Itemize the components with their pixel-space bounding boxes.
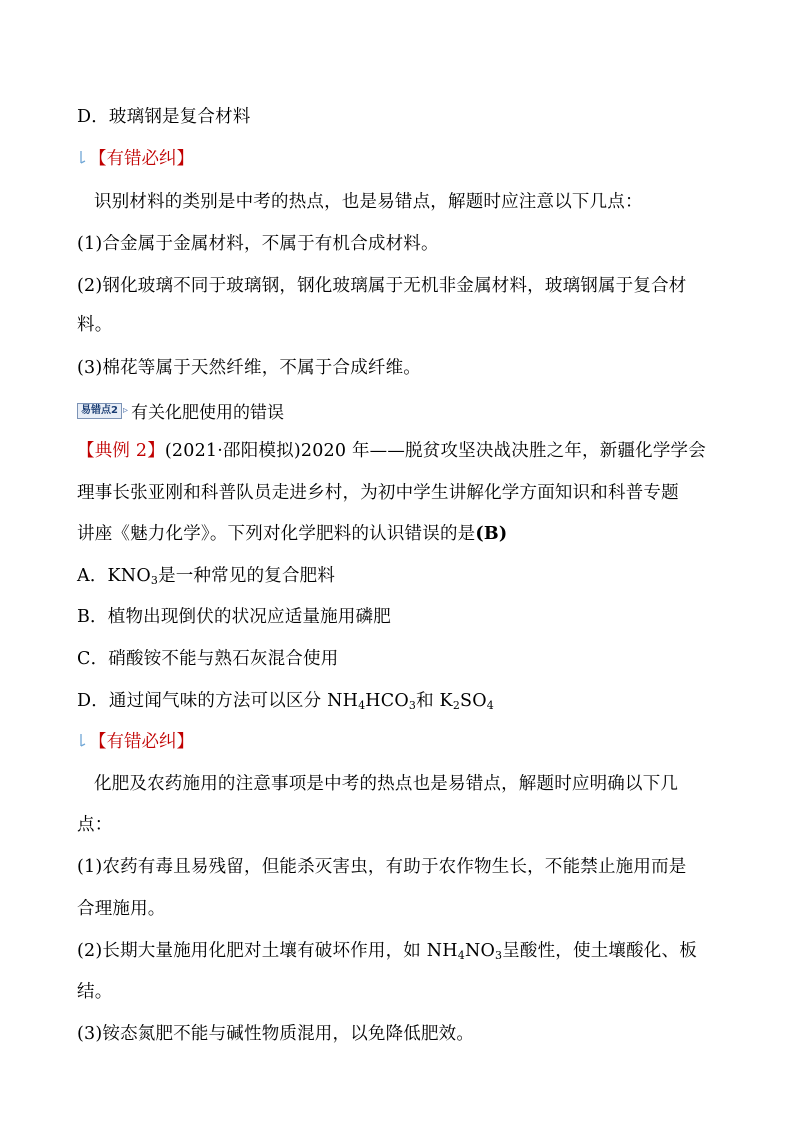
paragraph-line: (2)钢化玻璃不同于玻璃钢，钢化玻璃属于无机非金属材料，玻璃钢属于复合材 — [77, 276, 687, 296]
option-b: B．植物出现倒伏的状况应适量施用磷肥 — [77, 607, 391, 627]
paragraph-line: 识别材料的类别是中考的热点，也是易错点，解题时应注意以下几点： — [94, 192, 643, 212]
error-point-tag — [77, 398, 284, 423]
example-text: (2021·邵阳模拟)2020 年——脱贫攻坚决战决胜之年，新疆化学学会 — [164, 441, 706, 461]
subscript: 4 — [486, 699, 494, 712]
option-a-text: 是一种常见的复合肥料 — [158, 566, 336, 586]
option-d-text: HCO — [365, 691, 409, 711]
paragraph-line: (3)棉花等属于天然纤维，不属于合成纤维。 — [77, 358, 421, 378]
subscript: 3 — [408, 699, 417, 712]
paragraph-text: 呈酸性，使土壤酸化、板 — [502, 941, 697, 961]
example-line — [77, 440, 706, 462]
error-correction-heading-text: 【有错必纠】 — [89, 732, 194, 752]
paragraph-line — [77, 940, 697, 962]
pin-icon — [77, 733, 87, 749]
paragraph-text: (2)长期大量施用化肥对土壤有破坏作用，如 NH — [77, 941, 458, 961]
paragraph-text: NO — [464, 941, 495, 961]
subscript: 4 — [358, 699, 366, 712]
answer: (B) — [475, 524, 508, 544]
option-a — [77, 565, 335, 587]
paragraph-line: (1)农药有毒且易残留，但能杀灭害虫，有助于农作物生长，不能禁止施用而是 — [77, 857, 687, 877]
option-d — [77, 690, 494, 712]
option-d-text: 和 K — [416, 691, 453, 711]
subscript: 4 — [457, 949, 465, 962]
error-correction-heading — [77, 148, 194, 170]
option-a-text: A．KNO — [77, 566, 151, 586]
option-d-text: SO — [460, 691, 487, 711]
option-c: C．硝酸铵不能与熟石灰混合使用 — [77, 649, 339, 669]
subscript: 3 — [495, 949, 503, 962]
option-d-text: D．玻璃钢是复合材料 — [77, 107, 251, 127]
paragraph-line: 点： — [77, 815, 113, 835]
example-text: 讲座《魅力化学》。下列对化学肥料的认识错误的是 — [77, 524, 476, 544]
subscript: 3 — [150, 574, 159, 587]
example-label: 【典例 2】 — [77, 441, 165, 461]
pin-icon — [77, 150, 87, 166]
arrow-icon: ▹ — [122, 405, 128, 416]
paragraph-line: 结。 — [77, 982, 113, 1002]
paragraph-line: (3)铵态氮肥不能与碱性物质混用，以免降低肥效。 — [77, 1024, 475, 1044]
error-point-label: 易错点2 — [77, 403, 122, 419]
example-line — [77, 523, 507, 545]
paragraph-line: 料。 — [77, 315, 113, 335]
option-d-text: D．通过闻气味的方法可以区分 NH — [77, 691, 359, 711]
error-correction-heading — [77, 731, 194, 753]
paragraph-line: 合理施用。 — [77, 899, 166, 919]
paragraph-line: 化肥及农药施用的注意事项是中考的热点也是易错点，解题时应明确以下几 — [94, 774, 679, 794]
example-line: 理事长张亚刚和科普队员走进乡村，为初中学生讲解化学方面知识和科普专题 — [77, 483, 679, 503]
error-point-title: 有关化肥使用的错误 — [131, 403, 284, 423]
error-correction-heading-text: 【有错必纠】 — [89, 149, 194, 169]
paragraph-line: (1)合金属于金属材料，不属于有机合成材料。 — [77, 234, 439, 254]
subscript: 2 — [452, 699, 461, 712]
